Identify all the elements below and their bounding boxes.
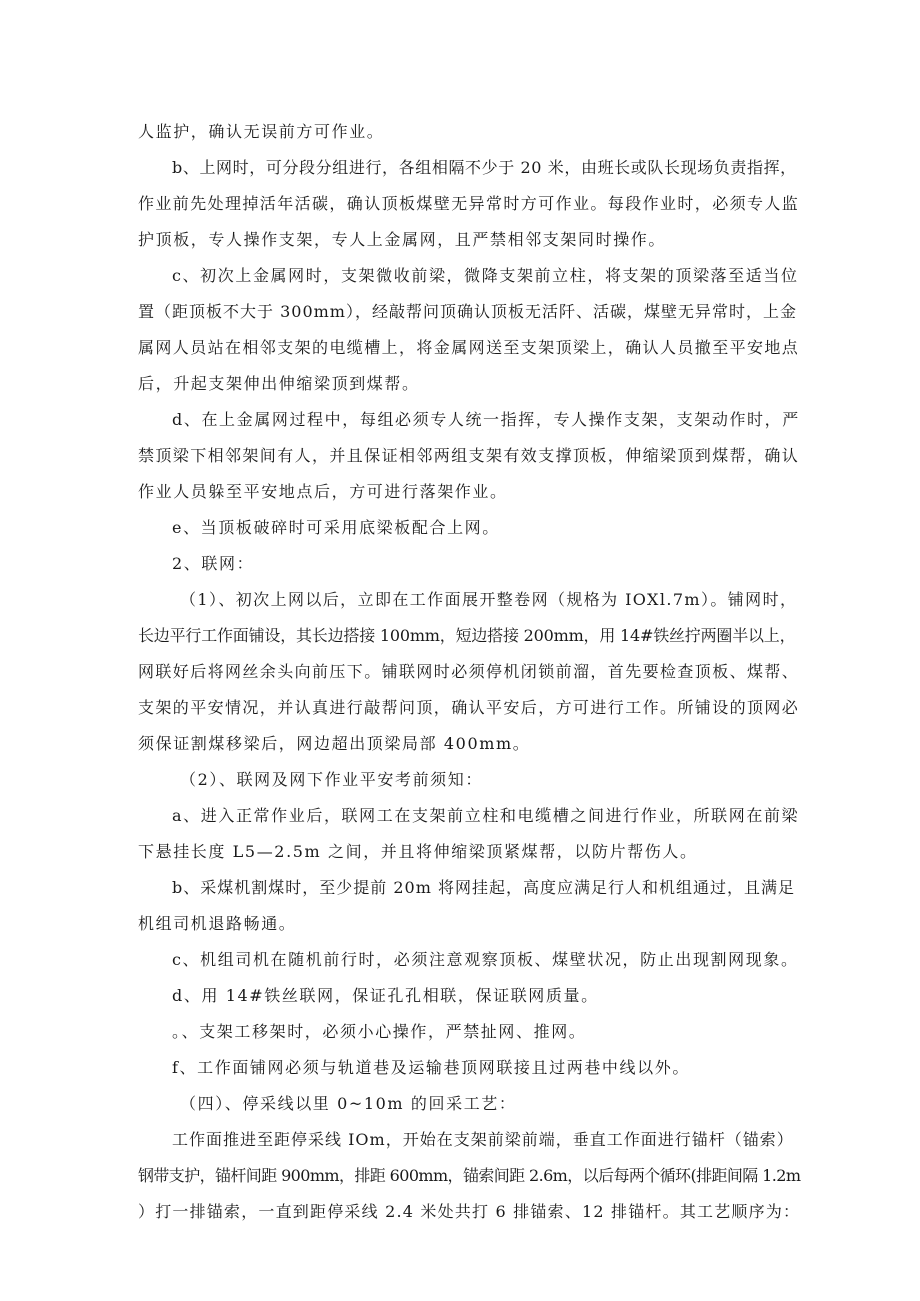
- text-line: 作业前先处理掉活年活碳，确认顶板煤壁无异常时方可作业。每段作业时，必须专人监: [138, 194, 800, 213]
- text-line: （1）、初次上网以后，立即在工作面展开整卷网（规格为 IOXl.7m）。铺网时，: [180, 590, 798, 609]
- text-line: 人监护，确认无误前方可作业。: [138, 122, 385, 141]
- text-line: 须保证割煤移梁后，网边超出顶梁局部 400mm。: [138, 734, 531, 753]
- text-line: f、工作面铺网必须与轨道巷及运输巷顶网联接且过两巷中线以外。: [172, 1058, 690, 1077]
- text-line: 长边平行工作面铺设，其长边搭接 100mm，短边搭接 200mm，用 14#铁丝拧两圈半以上，: [138, 626, 796, 645]
- text-line: 机组司机退路畅通。: [138, 914, 297, 933]
- text-line: 后，升起支架伸出伸缩梁顶到煤帮。: [138, 374, 420, 393]
- section-heading: （2）、联网及网下作业平安考前须知：: [180, 770, 483, 789]
- text-line: d、在上金属网过程中，每组必须专人统一指挥，专人操作支架，支架动作时，严: [172, 410, 800, 429]
- text-line: 网联好后将网丝余头向前压下。铺联网时必须停机闭锁前溜，首先要检查顶板、煤帮、: [138, 662, 800, 681]
- text-line: b、上网时，可分段分组进行，各组相隔不少于 20 米，由班长或队长现场负责指挥，: [172, 158, 797, 177]
- section-heading: （四）、停采线以里 0~10m 的回采工艺：: [180, 1094, 517, 1113]
- text-line: b、采煤机割煤时，至少提前 20m 将网挂起，高度应满足行人和机组通过，且满足: [172, 878, 795, 897]
- text-line: c、初次上金属网时，支架微收前梁，微降支架前立柱，将支架的顶梁落至适当位: [172, 266, 799, 285]
- text-line: e、当顶板破碎时可采用底梁板配合上网。: [172, 518, 500, 537]
- text-line: c、机组司机在随机前行时，必须注意观察顶板、煤壁状况，防止出现割网现象。: [172, 950, 799, 969]
- text-line: 下悬挂长度 L5—2.5m 之间，并且将伸缩梁顶紧煤帮，以防片帮伤人。: [138, 842, 698, 861]
- text-line: 工作面推进至距停采线 IOm，开始在支架前梁前端，垂直工作面进行锚杆（锚索）: [172, 1130, 794, 1149]
- text-line: 置（距顶板不大于 300mm），经敲帮问顶确认顶板无活阡、活碳，煤壁无异常时，上金: [138, 302, 797, 321]
- text-line: a、进入正常作业后，联网工在支架前立柱和电缆槽之间进行作业，所联网在前梁: [172, 806, 800, 825]
- text-line: d、用 14#铁丝联网，保证孔孔相联，保证联网质量。: [172, 986, 599, 1005]
- section-heading: 2、联网：: [172, 554, 255, 573]
- text-line: 作业人员躲至平安地点后，方可进行落架作业。: [138, 482, 508, 501]
- text-line: 禁顶梁下相邻架间有人，并且保证相邻两组支架有效支撑顶板，伸缩梁顶到煤帮，确认: [138, 446, 800, 465]
- text-line: 钢带支护，锚杆间距 900mm，排距 600mm，锚索间距 2.6m，以后每两个循环(排距间隔 1.2m: [138, 1166, 801, 1185]
- text-line: 支架的平安情况，并认真进行敲帮问顶，确认平安后，方可进行工作。所铺设的顶网必: [138, 698, 800, 717]
- text-line: ）打一排锚索，一直到距停采线 2.4 米处共打 6 排锚索、12 排锚杆。其工艺顺序为：: [138, 1202, 801, 1221]
- text-line: 护顶板，专人操作支架，专人上金属网，且严禁相邻支架同时操作。: [138, 230, 667, 249]
- text-line: 。、支架工移架时，必须小心操作，严禁扯网、推网。: [172, 1022, 587, 1041]
- text-line: 属网人员站在相邻支架的电缆槽上，将金属网送至支架顶梁上，确认人员撤至平安地点: [138, 338, 800, 357]
